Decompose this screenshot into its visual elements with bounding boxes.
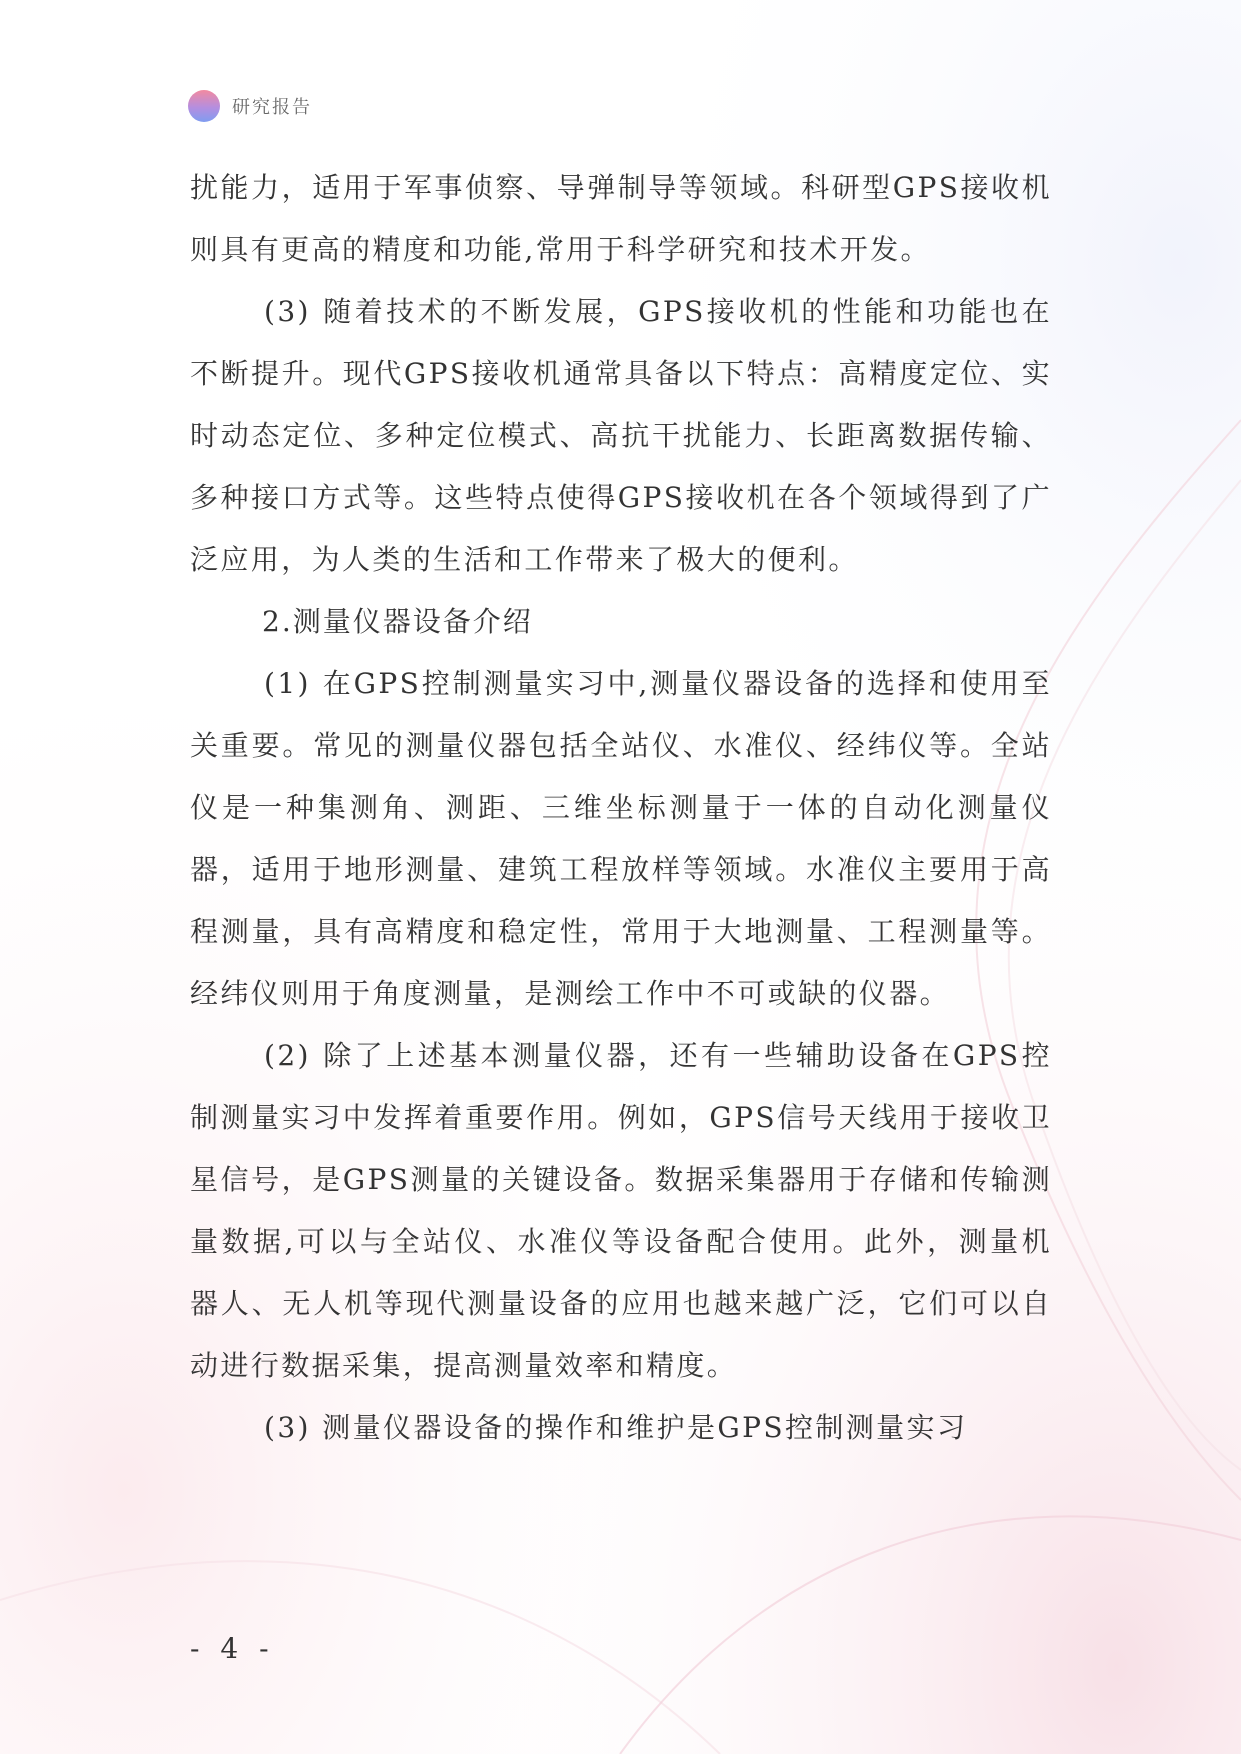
document-body bbox=[190, 157, 1052, 1459]
header-label: 研究报告 bbox=[232, 97, 312, 118]
paragraph-gps-receiver-development: (3) 随着技术的不断发展，GPS接收机的性能和功能也在不断提升。现代GPS接收机通常具备以下特点：高精度定位、实时动态定位、多种定位模式、高抗干扰能力、长距离数据传输、多种接口方式等。这些特点使得GPS接收机在各个领域得到了广泛应用，为人类的生活和工作带来了极大的便利。 bbox=[190, 295, 1052, 576]
paragraph-continuation: 扰能力，适用于军事侦察、导弹制导等领域。科研型GPS接收机则具有更高的精度和功能,常用于科学研究和技术开发。 bbox=[190, 171, 1052, 266]
document-header bbox=[188, 89, 312, 123]
logo-circle-icon bbox=[188, 90, 220, 122]
paragraph-instrument-selection: (1) 在GPS控制测量实习中,测量仪器设备的选择和使用至关重要。常见的测量仪器包括全站仪、水准仪、经纬仪等。全站仪是一种集测角、测距、三维坐标测量于一体的自动化测量仪器，适用于地形测量、建筑工程放样等领域。水准仪主要用于高程测量，具有高精度和稳定性，常用于大地测量、工程测量等。经纬仪则用于角度测量，是测绘工作中不可或缺的仪器。 bbox=[190, 667, 1052, 1010]
page-number: - 4 - bbox=[190, 1632, 275, 1665]
paragraph-operation-maintenance: (3) 测量仪器设备的操作和维护是GPS控制测量实习 bbox=[264, 1411, 968, 1444]
paragraph-auxiliary-equipment: (2) 除了上述基本测量仪器，还有一些辅助设备在GPS控制测量实习中发挥着重要作用。例如，GPS信号天线用于接收卫星信号，是GPS测量的关键设备。数据采集器用于存储和传输测量数据,可以与全站仪、水准仪等设备配合使用。此外，测量机器人、无人机等现代测量设备的应用也越来越广泛，它们可以自动进行数据采集，提高测量效率和精度。 bbox=[190, 1039, 1052, 1382]
section-heading-instruments: 2.测量仪器设备介绍 bbox=[262, 605, 533, 638]
